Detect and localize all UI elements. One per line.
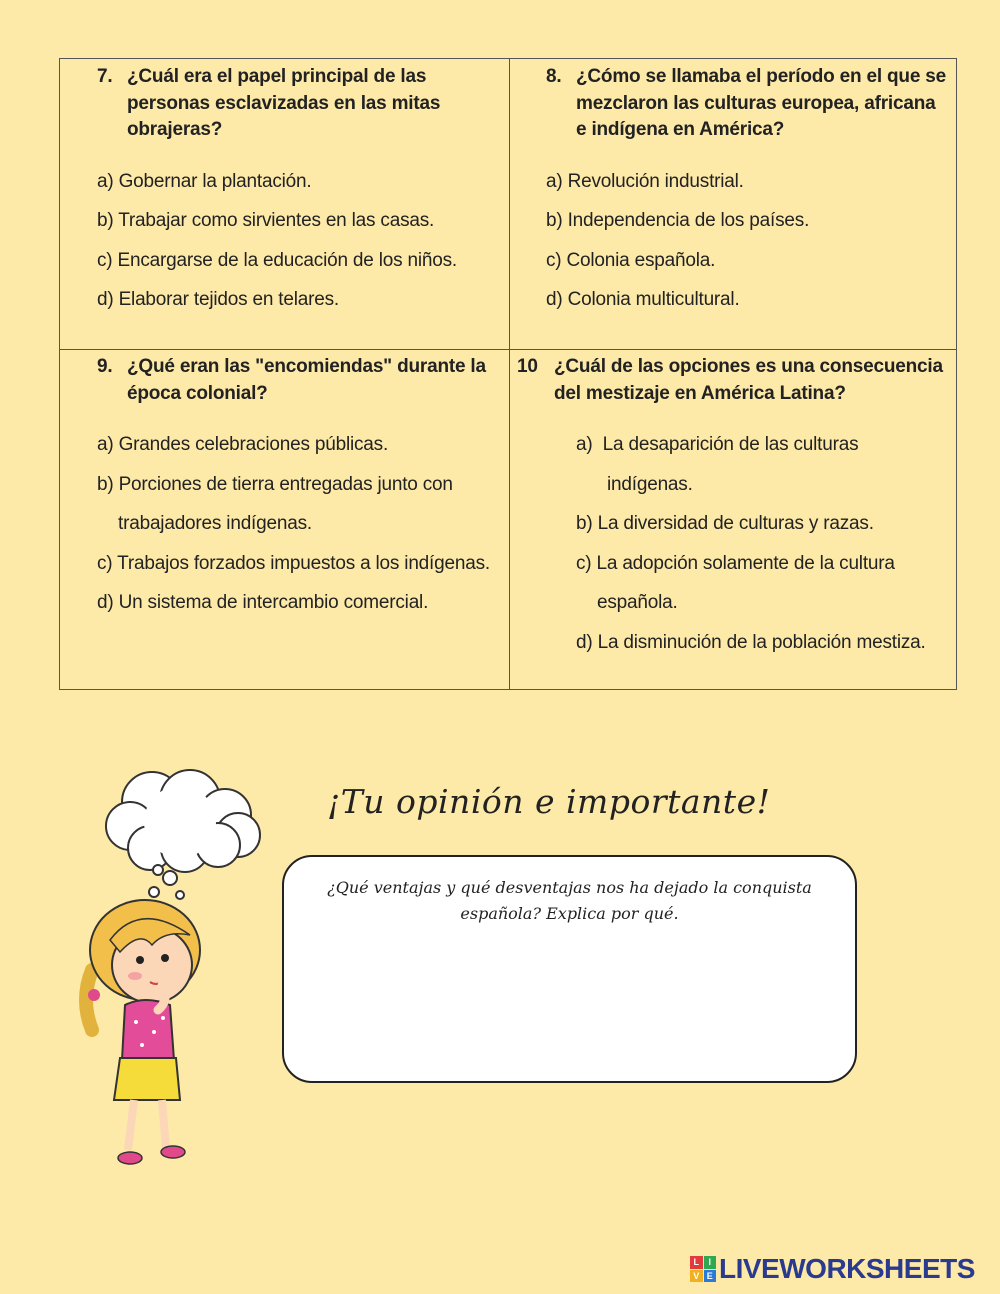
option-a[interactable]: a) Revolución industrial. bbox=[546, 170, 744, 192]
question-7 bbox=[97, 64, 497, 320]
question-number: 8. bbox=[546, 66, 562, 87]
logo-letter: E bbox=[704, 1270, 717, 1283]
liveworksheets-brand bbox=[690, 1254, 975, 1284]
logo-letter: L bbox=[690, 1256, 703, 1269]
option-list bbox=[546, 162, 946, 320]
option-d[interactable]: d) Colonia multicultural. bbox=[546, 289, 740, 310]
table-divider-vertical bbox=[509, 59, 510, 689]
option-list bbox=[97, 162, 497, 320]
table-divider-horizontal bbox=[60, 349, 956, 350]
opinion-title: ¡Tu opinión e importante! bbox=[327, 782, 771, 821]
question-7-heading bbox=[97, 64, 497, 144]
question-9 bbox=[97, 354, 502, 623]
question-8 bbox=[546, 64, 946, 320]
option-b[interactable]: b) Trabajar como sirvientes en las casas. bbox=[97, 210, 435, 231]
question-text: ¿Qué eran las "encomiendas" durante la época colonial? bbox=[127, 356, 486, 404]
thought-cloud-icon bbox=[106, 770, 260, 899]
option-d[interactable]: d) Elaborar tejidos en telares. bbox=[97, 289, 339, 310]
question-10-heading bbox=[517, 354, 952, 407]
logo-letter: I bbox=[704, 1256, 717, 1269]
question-9-heading bbox=[97, 354, 502, 407]
option-a-continued[interactable]: indígenas. bbox=[607, 473, 693, 495]
option-c-continued[interactable]: española. bbox=[597, 592, 678, 613]
option-a[interactable]: a) Grandes celebraciones públicas. bbox=[97, 434, 389, 455]
option-c[interactable]: c) Colonia española. bbox=[546, 249, 716, 271]
option-b[interactable]: b) Porciones de tierra entregadas junto con bbox=[97, 473, 453, 495]
question-number: 7. bbox=[97, 66, 113, 87]
option-b[interactable]: b) La diversidad de culturas y razas. bbox=[576, 513, 874, 534]
opinion-answer-text[interactable] bbox=[314, 937, 825, 1061]
opinion-answer-box[interactable] bbox=[282, 855, 857, 1083]
option-d[interactable]: d) La disminución de la población mestiza. bbox=[576, 631, 926, 653]
questions-table bbox=[59, 58, 957, 690]
question-text: ¿Cuál era el papel principal de las personas esclavizadas en las mitas obrajeras? bbox=[127, 66, 441, 140]
brand-name: LIVEWORKSHEETS bbox=[719, 1253, 975, 1284]
question-text: ¿Cómo se llamaba el período en el que se mezclaron las culturas europea, africana e indígena en América? bbox=[576, 66, 946, 140]
option-b[interactable]: b) Independencia de los países. bbox=[546, 210, 810, 231]
option-c[interactable]: c) La adopción solamente de la cultura bbox=[576, 552, 895, 574]
option-list bbox=[97, 425, 502, 623]
option-c[interactable]: c) Encargarse de la educación de los niños. bbox=[97, 249, 458, 271]
question-8-heading bbox=[546, 64, 946, 144]
question-number: 10 bbox=[517, 356, 538, 377]
question-10 bbox=[517, 354, 952, 662]
liveworksheets-logo-icon bbox=[690, 1256, 716, 1282]
thinking-girl-illustration bbox=[70, 760, 280, 1180]
option-d[interactable]: d) Un sistema de intercambio comercial. bbox=[97, 592, 429, 613]
option-b-continued[interactable]: trabajadores indígenas. bbox=[118, 513, 312, 534]
option-a[interactable]: a) Gobernar la plantación. bbox=[97, 170, 312, 192]
question-number: 9. bbox=[97, 356, 113, 377]
opinion-prompt: ¿Qué ventajas y qué desventajas nos ha dejado la conquista española? Explica por qué. bbox=[327, 878, 812, 923]
option-a[interactable]: a) La desaparición de las culturas bbox=[576, 434, 859, 455]
option-list bbox=[517, 425, 952, 662]
question-text: ¿Cuál de las opciones es una consecuencia del mestizaje en América Latina? bbox=[554, 356, 943, 404]
option-c[interactable]: c) Trabajos forzados impuestos a los indígenas. bbox=[97, 552, 490, 574]
logo-letter: V bbox=[690, 1270, 703, 1283]
